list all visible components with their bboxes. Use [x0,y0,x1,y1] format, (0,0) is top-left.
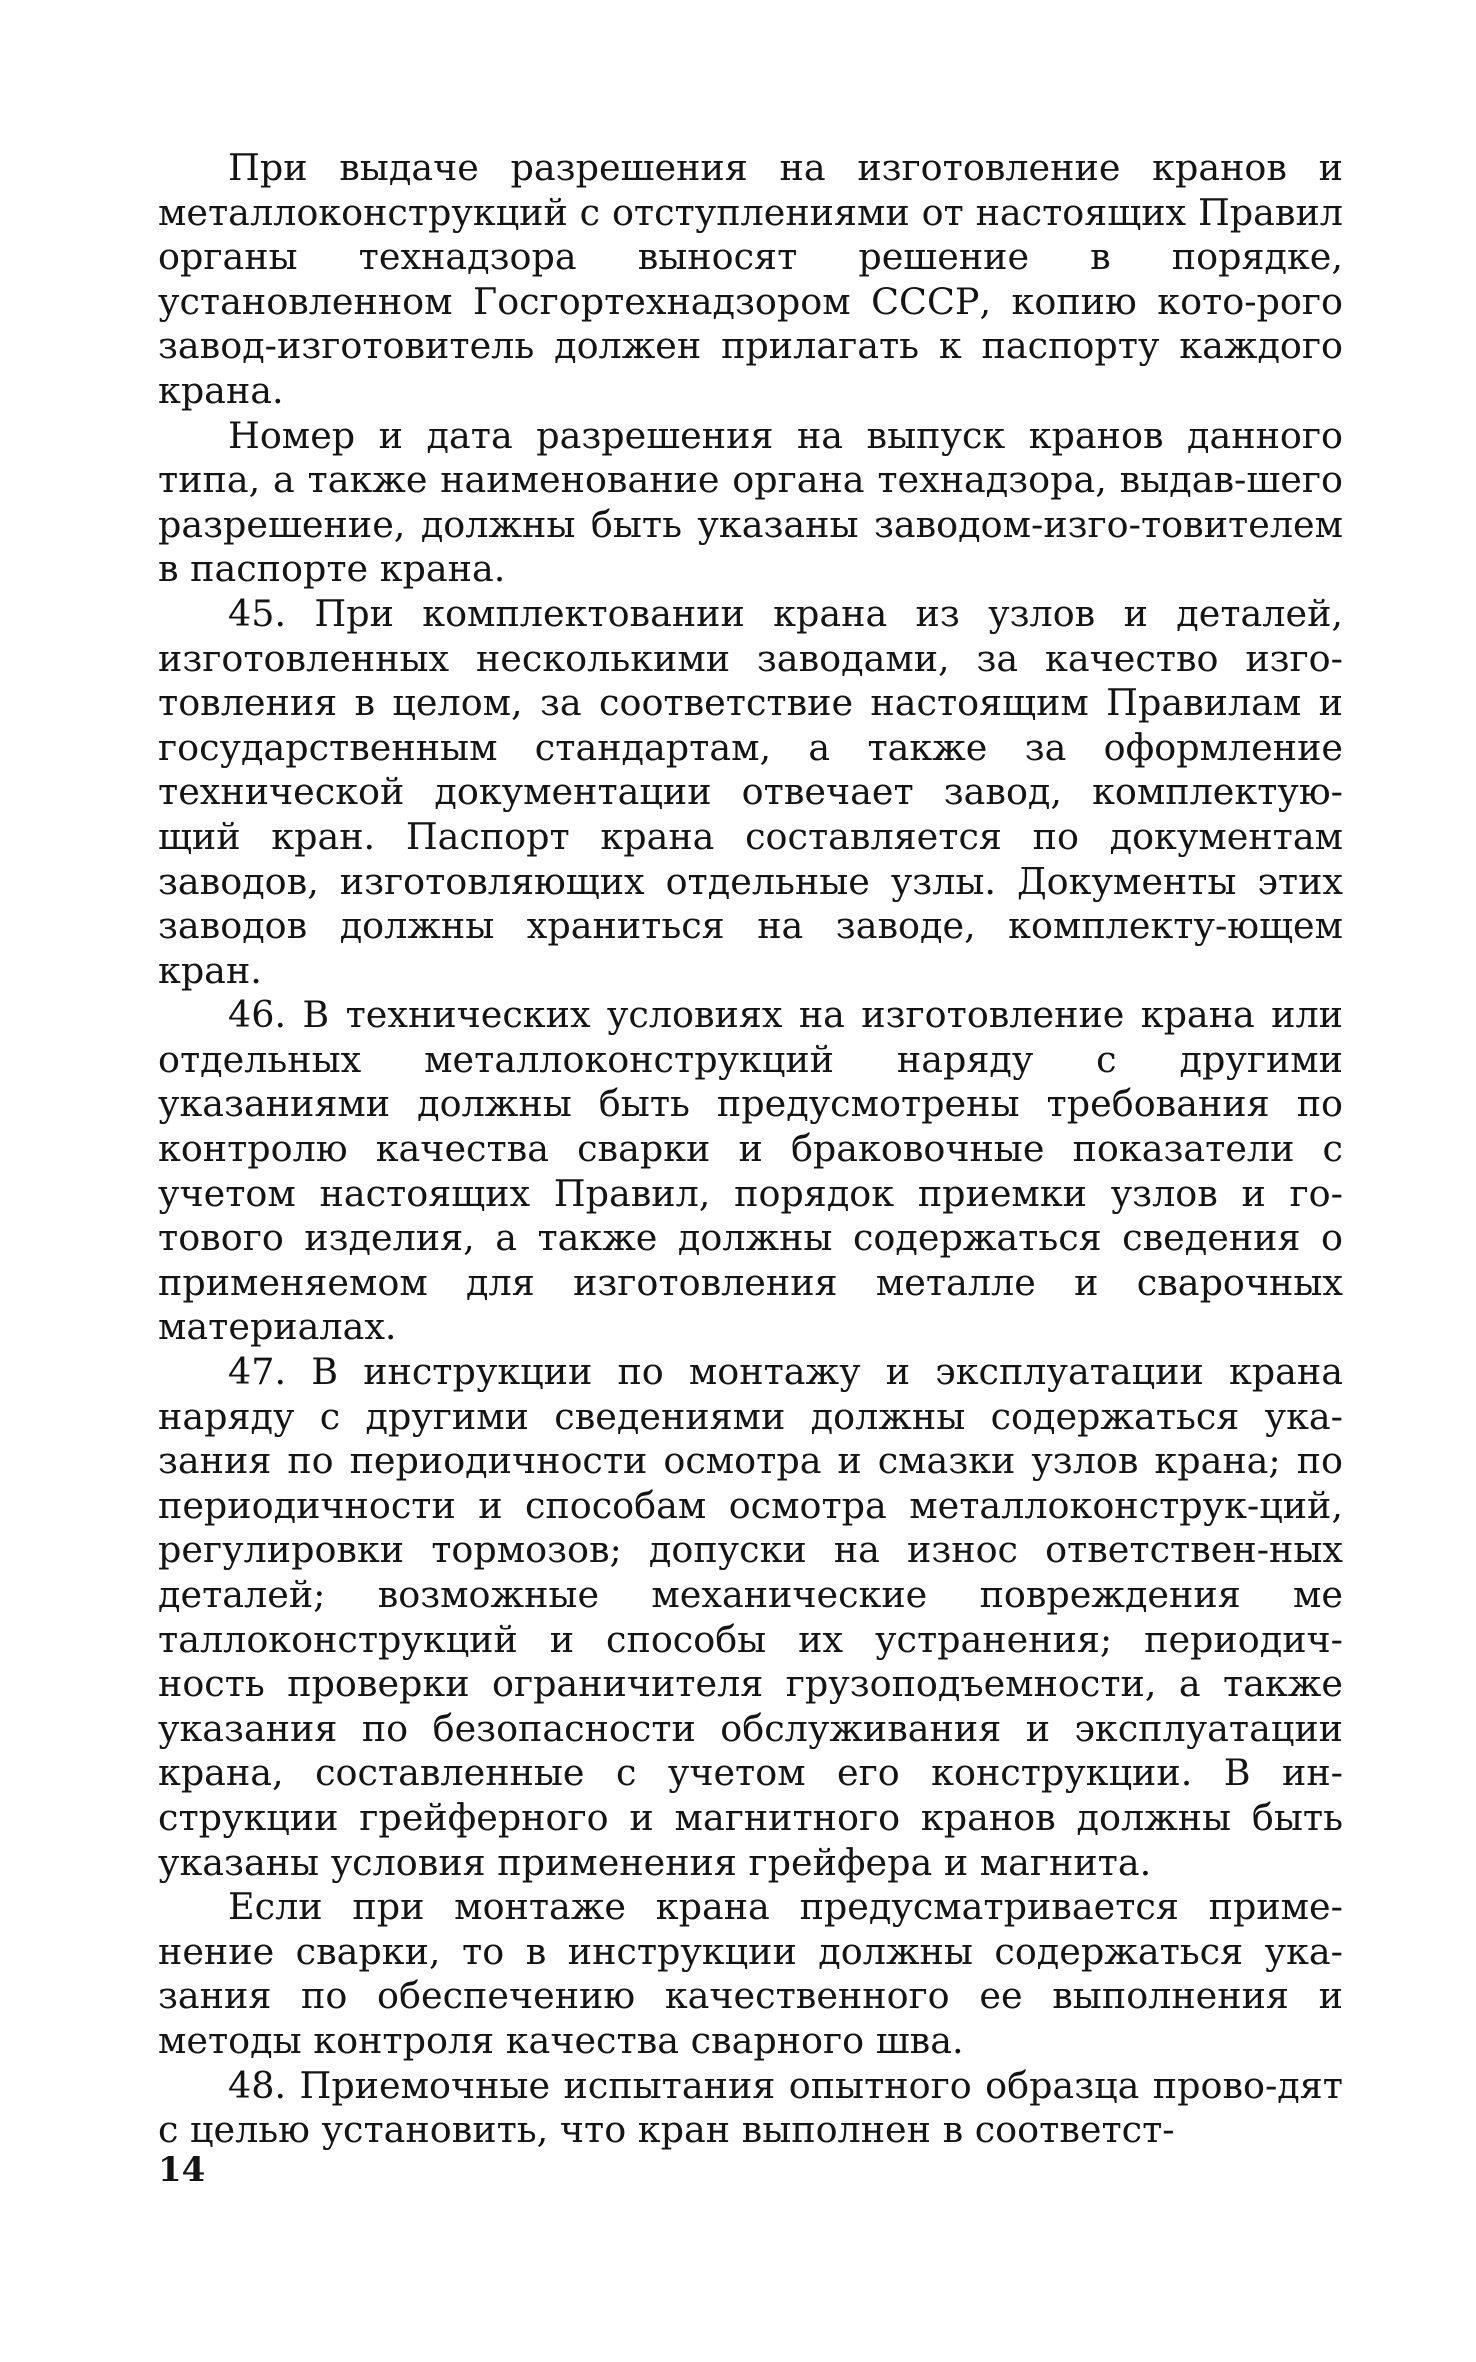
paragraph-46: 46. В технических условиях на изготовление крана или отдельных металлоконструкций наряду с другими указаниями должны быть предусмотрены требования по контролю качества сварки и браковочные показатели с учетом настоящих Правил, порядок приемки узлов и го-тового изделия, а также должны содержаться сведения о применяемом для изготовления металле и сварочных материалах. [158,993,1343,1349]
page-body [158,146,1343,2153]
paragraph-47: 47. В инструкции по монтажу и эксплуатации крана наряду с другими сведениями должны содержаться ука-зания по периодичности осмотра и смазки узлов крана; по периодичности и способам осмотра металлоконструк-ций, регулировки тормозов; допуски на износ ответствен-ных деталей; возможные механические повреждения ме таллоконструкций и способы их устранения; периодич-ность проверки ограничителя грузоподъемности, а также указания по безопасности обслуживания и эксплуатации крана, составленные с учетом его конструкции. В ин-струкции грейферного и магнитного кранов должны быть указаны условия применения грейфера и магнита. [158,1350,1343,1884]
page-number: 14 [158,2150,206,2190]
paragraph-45: 45. При комплектовании крана из узлов и деталей, изготовленных несколькими заводами, за качество изго-товления в целом, за соответствие настоящим Правилам и государственным стандартам, а также за оформление технической документации отвечает завод, комплектую-щий кран. Паспорт крана составляется по документам заводов, изготовляющих отдельные узлы. Документы этих заводов должны храниться на заводе, комплекту-ющем кран. [158,591,1343,992]
paragraph-permit-number: Номер и дата разрешения на выпуск кранов данного типа, а также наименование органа технадзора, выдав-шего разрешение, должны быть указаны заводом-изго-товителем в паспорте крана. [158,413,1343,591]
paragraph-permit-decision: При выдаче разрешения на изготовление кранов и металлоконструкций с отступлениями от настоящих Правил органы технадзора выносят решение в порядке, установленном Госгортехнадзором СССР, копию кото-рого завод-изготовитель должен прилагать к паспорту каждого крана. [158,146,1343,412]
paragraph-48: 48. Приемочные испытания опытного образца прово-дят с целью установить, что кран выполнен в соответст- [158,2063,1343,2152]
paragraph-welding: Если при монтаже крана предусматривается приме-нение сварки, то в инструкции должны содержаться ука-зания по обеспечению качественного ее выполнения и методы контроля качества сварного шва. [158,1885,1343,2062]
